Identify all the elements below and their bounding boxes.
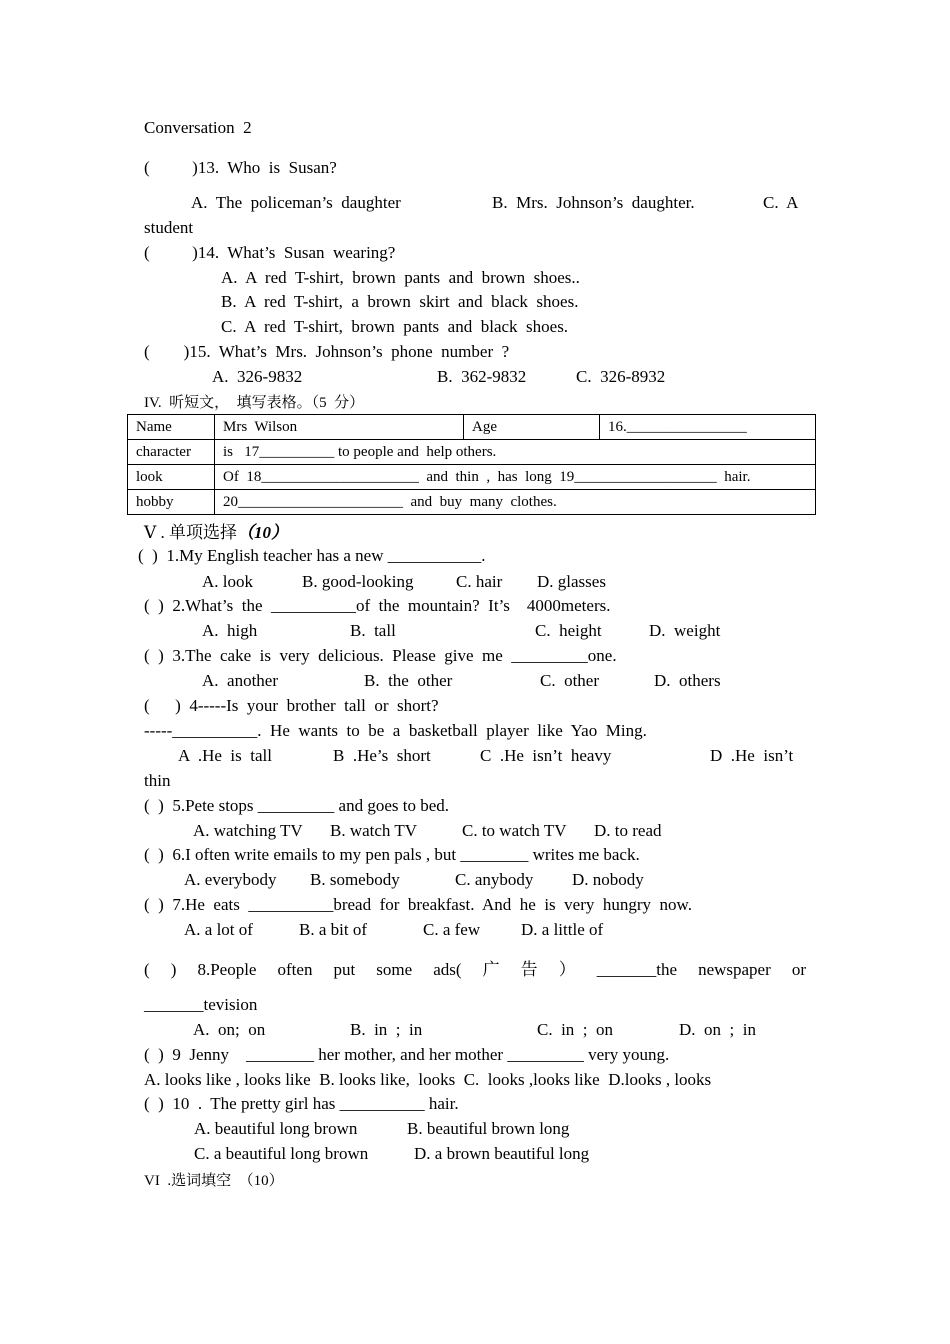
q15-option-a: A. 326-9832 [212, 367, 303, 386]
question-15: ( )15. What’s Mrs. Johnson’s phone number ? [144, 342, 510, 361]
q8-word: _______the [596, 960, 678, 979]
q2-option-d: D. weight [649, 621, 721, 640]
q14-option-a: A. A red T-shirt, brown pants and brown shoes.. [221, 268, 580, 287]
question-6: ( ) 6.I often write emails to my pen pals , but ________ writes me back. [144, 845, 640, 864]
q8-word: some [376, 960, 413, 979]
q7-option-c: C. a few [423, 920, 481, 939]
q9-options: A. looks like , looks like B. looks like, looks C. looks ,looks like D.looks , looks [144, 1070, 712, 1089]
question-3: ( ) 3.The cake is very delicious. Please give me _________one. [144, 646, 617, 665]
question-9: ( ) 9 Jenny ________ her mother, and her mother _________ very young. [144, 1045, 670, 1064]
q4-option-c: C .He isn’t heavy [480, 746, 612, 765]
q15-option-c: C. 326-8932 [576, 367, 666, 386]
table-cell: Of 18_____________________ and thin , has long 19___________________ hair. [215, 465, 816, 490]
q5-option-a: A. watching TV [193, 821, 303, 840]
q8-word: 8.People [197, 960, 257, 979]
q5-option-b: B. watch TV [330, 821, 418, 840]
q5-option-d: D. to read [594, 821, 662, 840]
q3-option-c: C. other [540, 671, 600, 690]
question-2: ( ) 2.What’s the __________of the mountain? It’s 4000meters. [144, 596, 611, 615]
table-cell: Mrs Wilson [215, 415, 464, 440]
table-cell: is 17__________ to people and help others. [215, 440, 816, 465]
table-row [128, 415, 816, 440]
q4-option-b: B .He’s short [333, 746, 431, 765]
question-7: ( ) 7.He eats __________bread for breakfast. And he is very hungry now. [144, 895, 692, 914]
q10-option-d: D. a brown beautiful long [414, 1144, 590, 1163]
q13-option-c-continued: student [144, 218, 194, 237]
q1-option-b: B. good-looking [302, 572, 414, 591]
q15-option-b: B. 362-9832 [437, 367, 527, 386]
q5-option-c: C. to watch TV [462, 821, 567, 840]
question-13: ( )13. Who is Susan? [144, 158, 337, 177]
question-4-dialogue: -----__________. He wants to be a basketball player like Yao Ming. [144, 721, 647, 740]
question-8 [144, 959, 806, 981]
q2-option-a: A. high [202, 621, 258, 640]
q6-option-a: A. everybody [184, 870, 277, 889]
q8-word: ) [170, 960, 177, 979]
q7-option-b: B. a bit of [299, 920, 367, 939]
q8-word: ( [144, 960, 150, 979]
table-row [128, 465, 816, 490]
q8-word: often [277, 960, 313, 979]
question-1: ( ) 1.My English teacher has a new ___________. [138, 546, 486, 565]
table-row [128, 490, 816, 515]
section-6-heading: VI .选词填空 （10） [144, 1173, 284, 1189]
q6-option-c: C. anybody [455, 870, 534, 889]
table-cell: Name [128, 415, 215, 440]
q13-option-b: B. Mrs. Johnson’s daughter. [492, 193, 695, 212]
q8-option-c: C. in ; on [537, 1020, 614, 1039]
q3-option-d: D. others [654, 671, 721, 690]
table-cell: 20______________________ and buy many clothes. [215, 490, 816, 515]
question-8-continued: _______tevision [144, 995, 258, 1014]
q10-option-a: A. beautiful long brown [194, 1119, 358, 1138]
question-5: ( ) 5.Pete stops _________ and goes to bed. [144, 796, 450, 815]
question-4: ( ) 4-----Is your brother tall or short? [144, 696, 439, 715]
q1-option-a: A. look [202, 572, 253, 591]
q8-word: ） [558, 960, 576, 979]
q6-option-b: B. somebody [310, 870, 400, 889]
q2-option-b: B. tall [350, 621, 396, 640]
q6-option-d: D. nobody [572, 870, 644, 889]
q4-option-a: A .He is tall [178, 746, 272, 765]
q8-word: or [791, 960, 806, 979]
q13-option-a: A. The policeman’s daughter [191, 193, 401, 212]
table-cell: 16.________________ [600, 415, 816, 440]
q1-option-d: D. glasses [537, 572, 606, 591]
q8-word: 告 [520, 960, 538, 979]
q8-option-d: D. on ; in [679, 1020, 756, 1039]
q3-option-a: A. another [202, 671, 279, 690]
conversation-title: Conversation 2 [144, 118, 252, 137]
question-10: ( ) 10 . The pretty girl has __________ hair. [144, 1094, 459, 1113]
question-14: ( )14. What’s Susan wearing? [144, 243, 396, 262]
table-row [128, 440, 816, 465]
q3-option-b: B. the other [364, 671, 453, 690]
section-5-title: Ⅴ . 单项选择 [144, 523, 238, 542]
q8-word: put [333, 960, 356, 979]
section-5-heading [144, 522, 288, 544]
q7-option-d: D. a little of [521, 920, 604, 939]
q8-option-a: A. on; on [193, 1020, 266, 1039]
section-5-score: （10） [237, 523, 289, 542]
table-cell: look [128, 465, 215, 490]
q8-option-b: B. in ; in [350, 1020, 423, 1039]
q10-option-c: C. a beautiful long brown [194, 1144, 369, 1163]
table-cell: Age [464, 415, 600, 440]
q2-option-c: C. height [535, 621, 602, 640]
q4-option-d-continued: thin [144, 771, 171, 790]
q14-option-b: B. A red T-shirt, a brown skirt and black shoes. [221, 292, 579, 311]
q13-option-c: C. A [763, 193, 799, 212]
q14-option-c: C. A red T-shirt, brown pants and black shoes. [221, 317, 569, 336]
q8-word: 广 [482, 960, 500, 979]
q1-option-c: C. hair [456, 572, 503, 591]
q4-option-d: D .He isn’t [710, 746, 794, 765]
table-cell: hobby [128, 490, 215, 515]
q7-option-a: A. a lot of [184, 920, 253, 939]
q8-word: ads( [433, 960, 462, 979]
q10-option-b: B. beautiful brown long [407, 1119, 570, 1138]
info-table [127, 414, 816, 515]
section-4-heading: IV. 听短文， 填写表格。（5 分） [144, 395, 365, 411]
table-cell: character [128, 440, 215, 465]
q8-word: newspaper [698, 960, 771, 979]
